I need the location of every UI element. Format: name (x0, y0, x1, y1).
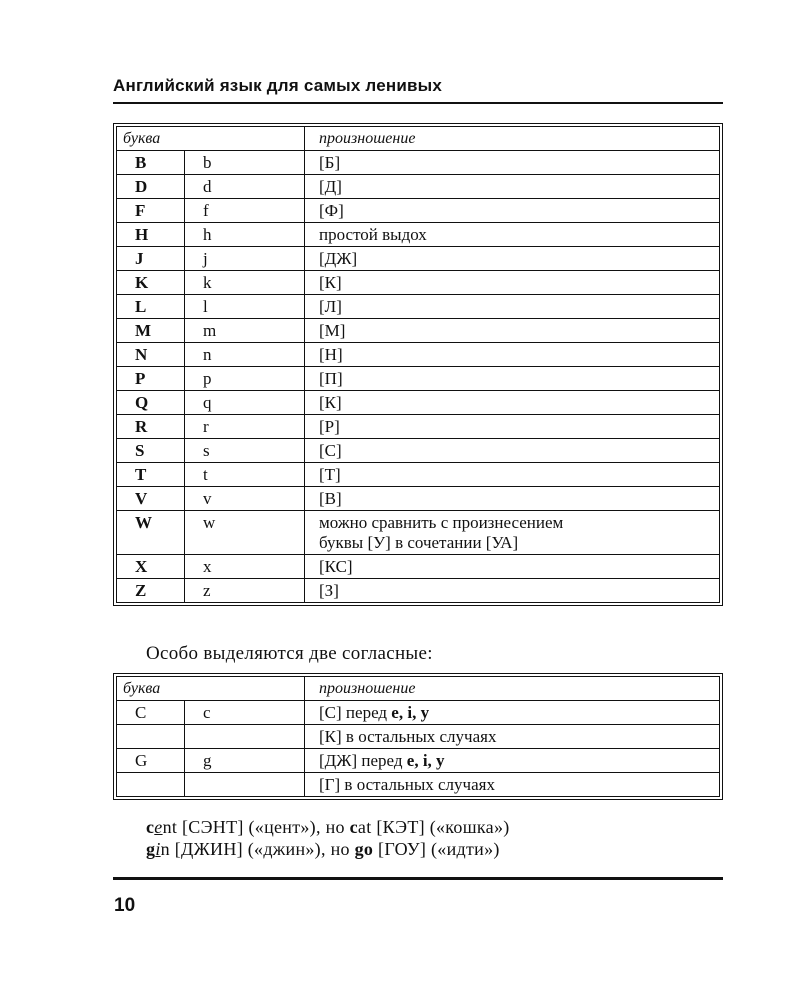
table-row (117, 415, 720, 439)
example-text: [ДЖИН] («джин»), но (174, 839, 355, 859)
pronunciation-text: [К] в остальных случаях (319, 727, 497, 746)
uppercase-letter: N (117, 343, 185, 367)
uppercase-letter (117, 725, 185, 749)
consonants-table (113, 123, 723, 606)
uppercase-letter: F (117, 199, 185, 223)
table-row (117, 487, 720, 511)
lowercase-letter: l (185, 295, 305, 319)
lowercase-letter: q (185, 391, 305, 415)
table-header-row (117, 127, 720, 151)
example-word-part: g (354, 839, 364, 859)
uppercase-letter: G (117, 749, 185, 773)
header-rule (113, 102, 723, 104)
book-title: Английский язык для самых ленивых (113, 76, 443, 95)
table-row (117, 247, 720, 271)
table-row (117, 175, 720, 199)
table-row (117, 151, 720, 175)
example-word-part: g (146, 839, 156, 859)
lowercase-letter (185, 725, 305, 749)
table-row (117, 555, 720, 579)
lowercase-letter: p (185, 367, 305, 391)
uppercase-letter: J (117, 247, 185, 271)
lowercase-letter (185, 773, 305, 797)
special-consonants-table (113, 673, 723, 800)
example-text: [СЭНТ] («цент»), но (182, 817, 350, 837)
table-row (117, 579, 720, 603)
pronunciation: [Д] (305, 175, 720, 199)
column-header-pronunciation: произношение (305, 677, 720, 701)
pronunciation: [К] (305, 271, 720, 295)
uppercase-letter: B (117, 151, 185, 175)
consonants-table-grid (116, 126, 720, 603)
table-row (117, 343, 720, 367)
lowercase-letter: b (185, 151, 305, 175)
example-line-cent-cat (146, 817, 510, 838)
table-row (117, 319, 720, 343)
special-consonants-table-grid (116, 676, 720, 797)
lowercase-letter: x (185, 555, 305, 579)
pronunciation: [М] (305, 319, 720, 343)
uppercase-letter: H (117, 223, 185, 247)
lowercase-letter: m (185, 319, 305, 343)
example-word-part: n (160, 839, 175, 859)
table-row (117, 701, 720, 725)
pronunciation: [Б] (305, 151, 720, 175)
lowercase-letter: h (185, 223, 305, 247)
example-text: [КЭТ] («кошка») (371, 817, 510, 837)
table-row (117, 725, 720, 749)
pronunciation-line: можно сравнить с произнесением (319, 513, 564, 532)
lowercase-letter: r (185, 415, 305, 439)
table-row (117, 463, 720, 487)
running-header (113, 74, 723, 98)
uppercase-letter: M (117, 319, 185, 343)
lowercase-letter: n (185, 343, 305, 367)
lowercase-letter: k (185, 271, 305, 295)
pronunciation: [П] (305, 367, 720, 391)
lowercase-letter: g (185, 749, 305, 773)
column-header-letter: буква (117, 677, 305, 701)
page-number: 10 (114, 895, 136, 916)
lowercase-letter: c (185, 701, 305, 725)
intro-text: Особо выделяются две согласные: (146, 643, 433, 664)
pronunciation: простой выдох (305, 223, 720, 247)
lowercase-letter: f (185, 199, 305, 223)
lowercase-letter: w (185, 511, 305, 555)
pronunciation (305, 749, 720, 773)
pronunciation: [Р] (305, 415, 720, 439)
uppercase-letter (117, 773, 185, 797)
example-word-part: o (363, 839, 374, 859)
uppercase-letter: D (117, 175, 185, 199)
table-row (117, 223, 720, 247)
pronunciation: [Ф] (305, 199, 720, 223)
uppercase-letter: Z (117, 579, 185, 603)
example-word-highlight: e (154, 817, 163, 837)
pronunciation-line: буквы [У] в сочетании [УА] (319, 533, 519, 552)
pronunciation (305, 725, 720, 749)
pronunciation (305, 701, 720, 725)
uppercase-letter: K (117, 271, 185, 295)
pronunciation: [Н] (305, 343, 720, 367)
lowercase-letter: d (185, 175, 305, 199)
vowel-list: e, i, y (391, 703, 430, 722)
pronunciation: [Л] (305, 295, 720, 319)
table-row (117, 391, 720, 415)
example-word-part: at (357, 817, 372, 837)
pronunciation (305, 773, 720, 797)
example-line-gin-go (146, 839, 500, 860)
pronunciation: [С] (305, 439, 720, 463)
example-word-part: c (146, 817, 155, 837)
lowercase-letter: t (185, 463, 305, 487)
vowel-list: e, i, y (406, 751, 445, 770)
pronunciation: [Т] (305, 463, 720, 487)
pronunciation: [К] (305, 391, 720, 415)
uppercase-letter: L (117, 295, 185, 319)
uppercase-letter: R (117, 415, 185, 439)
uppercase-letter: X (117, 555, 185, 579)
example-text: [ГОУ] («идти») (373, 839, 500, 859)
uppercase-letter: W (117, 511, 185, 555)
uppercase-letter: S (117, 439, 185, 463)
table-row (117, 511, 720, 555)
column-header-pronunciation: произношение (305, 127, 720, 151)
column-header-letter: буква (117, 127, 305, 151)
pronunciation: [КС] (305, 555, 720, 579)
example-word-part: c (349, 817, 358, 837)
lowercase-letter: j (185, 247, 305, 271)
footer-rule (113, 877, 723, 880)
pronunciation-text: [С] перед (319, 703, 392, 722)
table-header-row (117, 677, 720, 701)
pronunciation-text: [Г] в остальных случаях (319, 775, 495, 794)
table-row (117, 749, 720, 773)
pronunciation (305, 511, 720, 555)
uppercase-letter: P (117, 367, 185, 391)
example-word-part: nt (162, 817, 182, 837)
table-row (117, 439, 720, 463)
lowercase-letter: v (185, 487, 305, 511)
uppercase-letter: V (117, 487, 185, 511)
uppercase-letter: C (117, 701, 185, 725)
uppercase-letter: T (117, 463, 185, 487)
pronunciation: [В] (305, 487, 720, 511)
lowercase-letter: z (185, 579, 305, 603)
uppercase-letter: Q (117, 391, 185, 415)
lowercase-letter: s (185, 439, 305, 463)
table-row (117, 295, 720, 319)
table-row (117, 367, 720, 391)
table-row (117, 773, 720, 797)
example-word-highlight: i (155, 839, 161, 859)
pronunciation-text: [ДЖ] перед (319, 751, 407, 770)
pronunciation: [ДЖ] (305, 247, 720, 271)
pronunciation: [З] (305, 579, 720, 603)
table-row (117, 199, 720, 223)
table-row (117, 271, 720, 295)
